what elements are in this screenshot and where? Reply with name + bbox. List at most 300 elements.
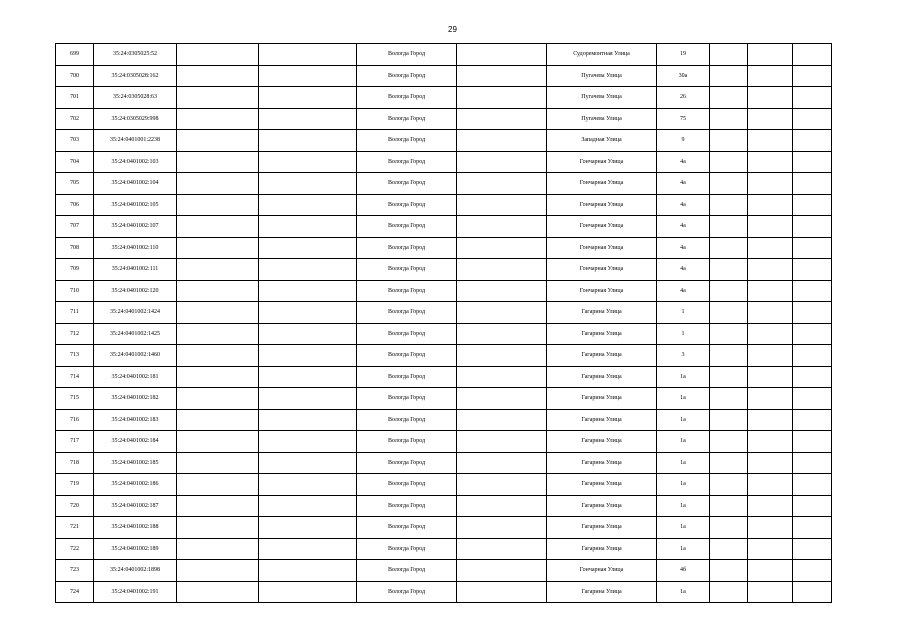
empty-cell-d xyxy=(710,495,748,517)
house-number-cell: 1а xyxy=(657,517,710,539)
empty-cell-b xyxy=(259,388,357,410)
empty-cell-c xyxy=(457,323,547,345)
empty-cell-e xyxy=(748,323,793,345)
empty-cell-a xyxy=(177,87,259,109)
street-cell: Гончарная Улица xyxy=(547,173,657,195)
empty-cell-f xyxy=(793,366,832,388)
empty-cell-a xyxy=(177,130,259,152)
table-row xyxy=(56,194,832,216)
empty-cell-d xyxy=(710,431,748,453)
empty-cell-b xyxy=(259,259,357,281)
empty-cell-d xyxy=(710,216,748,238)
cadastral-number-cell: 35:24:0401002:181 xyxy=(94,366,177,388)
empty-cell-a xyxy=(177,151,259,173)
house-number-cell: 1а xyxy=(657,366,710,388)
street-cell: Пугачева Улица xyxy=(547,87,657,109)
empty-cell-a xyxy=(177,345,259,367)
empty-cell-d xyxy=(710,151,748,173)
settlement-cell: Вологда Город xyxy=(357,65,457,87)
settlement-cell: Вологда Город xyxy=(357,409,457,431)
empty-cell-a xyxy=(177,366,259,388)
empty-cell-d xyxy=(710,366,748,388)
table-row xyxy=(56,280,832,302)
empty-cell-b xyxy=(259,560,357,582)
registry-body xyxy=(56,44,832,603)
empty-cell-c xyxy=(457,173,547,195)
table-row xyxy=(56,259,832,281)
empty-cell-d xyxy=(710,581,748,603)
row-number-cell: 713 xyxy=(56,345,94,367)
street-cell: Гончарная Улица xyxy=(547,237,657,259)
empty-cell-c xyxy=(457,259,547,281)
table-row xyxy=(56,431,832,453)
row-number-cell: 711 xyxy=(56,302,94,324)
cadastral-number-cell: 35:24:0305029:998 xyxy=(94,108,177,130)
empty-cell-e xyxy=(748,216,793,238)
settlement-cell: Вологда Город xyxy=(357,581,457,603)
house-number-cell: 1 xyxy=(657,323,710,345)
empty-cell-a xyxy=(177,452,259,474)
empty-cell-b xyxy=(259,194,357,216)
settlement-cell: Вологда Город xyxy=(357,323,457,345)
empty-cell-e xyxy=(748,345,793,367)
empty-cell-b xyxy=(259,323,357,345)
settlement-cell: Вологда Город xyxy=(357,560,457,582)
street-cell: Гагарина Улица xyxy=(547,302,657,324)
empty-cell-f xyxy=(793,194,832,216)
street-cell: Гончарная Улица xyxy=(547,151,657,173)
house-number-cell: 75 xyxy=(657,108,710,130)
empty-cell-b xyxy=(259,173,357,195)
row-number-cell: 706 xyxy=(56,194,94,216)
empty-cell-b xyxy=(259,345,357,367)
settlement-cell: Вологда Город xyxy=(357,538,457,560)
row-number-cell: 714 xyxy=(56,366,94,388)
table-row xyxy=(56,495,832,517)
empty-cell-d xyxy=(710,108,748,130)
street-cell: Гончарная Улица xyxy=(547,194,657,216)
settlement-cell: Вологда Город xyxy=(357,345,457,367)
empty-cell-f xyxy=(793,409,832,431)
empty-cell-c xyxy=(457,474,547,496)
empty-cell-d xyxy=(710,538,748,560)
table-row xyxy=(56,87,832,109)
row-number-cell: 705 xyxy=(56,173,94,195)
empty-cell-b xyxy=(259,581,357,603)
empty-cell-f xyxy=(793,517,832,539)
empty-cell-c xyxy=(457,108,547,130)
empty-cell-c xyxy=(457,216,547,238)
house-number-cell: 4а xyxy=(657,280,710,302)
empty-cell-d xyxy=(710,517,748,539)
empty-cell-d xyxy=(710,388,748,410)
street-cell: Западная Улица xyxy=(547,130,657,152)
empty-cell-b xyxy=(259,108,357,130)
empty-cell-e xyxy=(748,151,793,173)
settlement-cell: Вологда Город xyxy=(357,302,457,324)
empty-cell-f xyxy=(793,495,832,517)
settlement-cell: Вологда Город xyxy=(357,452,457,474)
empty-cell-a xyxy=(177,495,259,517)
street-cell: Гагарина Улица xyxy=(547,452,657,474)
empty-cell-f xyxy=(793,173,832,195)
house-number-cell: 4а xyxy=(657,259,710,281)
empty-cell-f xyxy=(793,108,832,130)
settlement-cell: Вологда Город xyxy=(357,130,457,152)
row-number-cell: 715 xyxy=(56,388,94,410)
table-row xyxy=(56,237,832,259)
house-number-cell: 1а xyxy=(657,474,710,496)
cadastral-number-cell: 35:24:0401002:1460 xyxy=(94,345,177,367)
table-row xyxy=(56,216,832,238)
empty-cell-b xyxy=(259,302,357,324)
row-number-cell: 707 xyxy=(56,216,94,238)
empty-cell-a xyxy=(177,302,259,324)
empty-cell-e xyxy=(748,87,793,109)
row-number-cell: 717 xyxy=(56,431,94,453)
row-number-cell: 719 xyxy=(56,474,94,496)
registry-table xyxy=(55,43,832,603)
empty-cell-a xyxy=(177,216,259,238)
street-cell: Гагарина Улица xyxy=(547,538,657,560)
empty-cell-f xyxy=(793,581,832,603)
empty-cell-a xyxy=(177,108,259,130)
empty-cell-f xyxy=(793,280,832,302)
cadastral-number-cell: 35:24:0401002:183 xyxy=(94,409,177,431)
street-cell: Гагарина Улица xyxy=(547,517,657,539)
cadastral-number-cell: 35:24:0305028:63 xyxy=(94,87,177,109)
table-row xyxy=(56,130,832,152)
cadastral-number-cell: 35:24:0401002:103 xyxy=(94,151,177,173)
table-row xyxy=(56,388,832,410)
empty-cell-b xyxy=(259,65,357,87)
house-number-cell: 1а xyxy=(657,431,710,453)
cadastral-number-cell: 35:24:0401002:188 xyxy=(94,517,177,539)
empty-cell-a xyxy=(177,280,259,302)
table-row xyxy=(56,581,832,603)
empty-cell-a xyxy=(177,474,259,496)
street-cell: Гагарина Улица xyxy=(547,366,657,388)
row-number-cell: 700 xyxy=(56,65,94,87)
empty-cell-a xyxy=(177,538,259,560)
empty-cell-b xyxy=(259,366,357,388)
empty-cell-c xyxy=(457,280,547,302)
row-number-cell: 701 xyxy=(56,87,94,109)
house-number-cell: 4б xyxy=(657,560,710,582)
row-number-cell: 704 xyxy=(56,151,94,173)
empty-cell-b xyxy=(259,130,357,152)
row-number-cell: 722 xyxy=(56,538,94,560)
empty-cell-c xyxy=(457,194,547,216)
empty-cell-d xyxy=(710,237,748,259)
settlement-cell: Вологда Город xyxy=(357,388,457,410)
empty-cell-b xyxy=(259,151,357,173)
house-number-cell: 1а xyxy=(657,581,710,603)
empty-cell-b xyxy=(259,44,357,66)
page-number: 29 xyxy=(448,25,457,34)
table-row xyxy=(56,345,832,367)
empty-cell-d xyxy=(710,302,748,324)
street-cell: Гагарина Улица xyxy=(547,431,657,453)
empty-cell-f xyxy=(793,302,832,324)
settlement-cell: Вологда Город xyxy=(357,151,457,173)
empty-cell-a xyxy=(177,560,259,582)
empty-cell-c xyxy=(457,517,547,539)
table-row xyxy=(56,323,832,345)
empty-cell-d xyxy=(710,323,748,345)
empty-cell-c xyxy=(457,87,547,109)
row-number-cell: 708 xyxy=(56,237,94,259)
empty-cell-f xyxy=(793,323,832,345)
empty-cell-b xyxy=(259,216,357,238)
empty-cell-e xyxy=(748,474,793,496)
empty-cell-b xyxy=(259,237,357,259)
empty-cell-b xyxy=(259,517,357,539)
settlement-cell: Вологда Город xyxy=(357,517,457,539)
empty-cell-c xyxy=(457,431,547,453)
table-row xyxy=(56,560,832,582)
street-cell: Пугачева Улица xyxy=(547,65,657,87)
table-row xyxy=(56,302,832,324)
empty-cell-f xyxy=(793,560,832,582)
empty-cell-e xyxy=(748,431,793,453)
street-cell: Гагарина Улица xyxy=(547,323,657,345)
street-cell: Пугачева Улица xyxy=(547,108,657,130)
street-cell: Гагарина Улица xyxy=(547,388,657,410)
empty-cell-c xyxy=(457,302,547,324)
empty-cell-a xyxy=(177,323,259,345)
cadastral-number-cell: 35:24:0401002:187 xyxy=(94,495,177,517)
empty-cell-f xyxy=(793,538,832,560)
table-row xyxy=(56,517,832,539)
empty-cell-a xyxy=(177,237,259,259)
house-number-cell: 4а xyxy=(657,151,710,173)
house-number-cell: 26 xyxy=(657,87,710,109)
house-number-cell: 4а xyxy=(657,173,710,195)
empty-cell-d xyxy=(710,130,748,152)
settlement-cell: Вологда Город xyxy=(357,474,457,496)
empty-cell-b xyxy=(259,87,357,109)
empty-cell-e xyxy=(748,495,793,517)
house-number-cell: 1а xyxy=(657,452,710,474)
empty-cell-c xyxy=(457,560,547,582)
cadastral-number-cell: 35:24:0401002:111 xyxy=(94,259,177,281)
empty-cell-d xyxy=(710,409,748,431)
empty-cell-e xyxy=(748,388,793,410)
settlement-cell: Вологда Город xyxy=(357,280,457,302)
empty-cell-a xyxy=(177,581,259,603)
empty-cell-d xyxy=(710,259,748,281)
table-row xyxy=(56,108,832,130)
empty-cell-d xyxy=(710,452,748,474)
empty-cell-e xyxy=(748,366,793,388)
cadastral-number-cell: 35:24:0401002:110 xyxy=(94,237,177,259)
row-number-cell: 724 xyxy=(56,581,94,603)
empty-cell-a xyxy=(177,65,259,87)
table-row xyxy=(56,409,832,431)
empty-cell-e xyxy=(748,452,793,474)
street-cell: Гагарина Улица xyxy=(547,409,657,431)
cadastral-number-cell: 35:24:0305028:162 xyxy=(94,65,177,87)
row-number-cell: 721 xyxy=(56,517,94,539)
cadastral-number-cell: 35:24:0401002:184 xyxy=(94,431,177,453)
settlement-cell: Вологда Город xyxy=(357,87,457,109)
cadastral-number-cell: 35:24:0401002:104 xyxy=(94,173,177,195)
empty-cell-e xyxy=(748,581,793,603)
empty-cell-f xyxy=(793,431,832,453)
empty-cell-d xyxy=(710,560,748,582)
row-number-cell: 720 xyxy=(56,495,94,517)
settlement-cell: Вологда Город xyxy=(357,495,457,517)
empty-cell-d xyxy=(710,345,748,367)
empty-cell-f xyxy=(793,474,832,496)
house-number-cell: 1 xyxy=(657,302,710,324)
street-cell: Гончарная Улица xyxy=(547,280,657,302)
empty-cell-e xyxy=(748,409,793,431)
settlement-cell: Вологда Город xyxy=(357,431,457,453)
empty-cell-b xyxy=(259,474,357,496)
empty-cell-a xyxy=(177,259,259,281)
house-number-cell: 9 xyxy=(657,130,710,152)
empty-cell-c xyxy=(457,151,547,173)
street-cell: Гончарная Улица xyxy=(547,216,657,238)
row-number-cell: 723 xyxy=(56,560,94,582)
settlement-cell: Вологда Город xyxy=(357,366,457,388)
settlement-cell: Вологда Город xyxy=(357,259,457,281)
table-row xyxy=(56,65,832,87)
empty-cell-f xyxy=(793,259,832,281)
empty-cell-b xyxy=(259,280,357,302)
street-cell: Гагарина Улица xyxy=(547,474,657,496)
empty-cell-e xyxy=(748,108,793,130)
row-number-cell: 718 xyxy=(56,452,94,474)
table-row xyxy=(56,538,832,560)
empty-cell-e xyxy=(748,173,793,195)
empty-cell-f xyxy=(793,130,832,152)
table-row xyxy=(56,44,832,66)
cadastral-number-cell: 35:24:0401002:1424 xyxy=(94,302,177,324)
empty-cell-b xyxy=(259,409,357,431)
empty-cell-f xyxy=(793,151,832,173)
empty-cell-c xyxy=(457,366,547,388)
row-number-cell: 703 xyxy=(56,130,94,152)
table-row xyxy=(56,173,832,195)
empty-cell-e xyxy=(748,560,793,582)
house-number-cell: 19 xyxy=(657,44,710,66)
empty-cell-e xyxy=(748,517,793,539)
house-number-cell: 30а xyxy=(657,65,710,87)
empty-cell-c xyxy=(457,65,547,87)
empty-cell-f xyxy=(793,388,832,410)
settlement-cell: Вологда Город xyxy=(357,237,457,259)
row-number-cell: 716 xyxy=(56,409,94,431)
empty-cell-e xyxy=(748,130,793,152)
row-number-cell: 702 xyxy=(56,108,94,130)
row-number-cell: 710 xyxy=(56,280,94,302)
empty-cell-b xyxy=(259,495,357,517)
empty-cell-f xyxy=(793,345,832,367)
settlement-cell: Вологда Город xyxy=(357,108,457,130)
house-number-cell: 1а xyxy=(657,388,710,410)
empty-cell-f xyxy=(793,87,832,109)
empty-cell-d xyxy=(710,173,748,195)
settlement-cell: Вологда Город xyxy=(357,44,457,66)
cadastral-number-cell: 35:24:0401002:1425 xyxy=(94,323,177,345)
row-number-cell: 712 xyxy=(56,323,94,345)
cadastral-number-cell: 35:24:0305025:52 xyxy=(94,44,177,66)
empty-cell-e xyxy=(748,237,793,259)
empty-cell-c xyxy=(457,130,547,152)
cadastral-number-cell: 35:24:0401002:189 xyxy=(94,538,177,560)
house-number-cell: 4а xyxy=(657,194,710,216)
empty-cell-c xyxy=(457,452,547,474)
street-cell: Гончарная Улица xyxy=(547,560,657,582)
empty-cell-b xyxy=(259,431,357,453)
empty-cell-c xyxy=(457,345,547,367)
empty-cell-c xyxy=(457,538,547,560)
empty-cell-b xyxy=(259,538,357,560)
house-number-cell: 1а xyxy=(657,495,710,517)
cadastral-number-cell: 35:24:0401002:120 xyxy=(94,280,177,302)
empty-cell-d xyxy=(710,87,748,109)
empty-cell-e xyxy=(748,194,793,216)
cadastral-number-cell: 35:24:0401002:186 xyxy=(94,474,177,496)
settlement-cell: Вологда Город xyxy=(357,216,457,238)
street-cell: Судоремонтная Улица xyxy=(547,44,657,66)
empty-cell-a xyxy=(177,44,259,66)
settlement-cell: Вологда Город xyxy=(357,194,457,216)
empty-cell-a xyxy=(177,194,259,216)
empty-cell-f xyxy=(793,65,832,87)
house-number-cell: 3 xyxy=(657,345,710,367)
empty-cell-e xyxy=(748,280,793,302)
empty-cell-c xyxy=(457,237,547,259)
street-cell: Гагарина Улица xyxy=(547,581,657,603)
cadastral-number-cell: 35:24:0401002:105 xyxy=(94,194,177,216)
empty-cell-d xyxy=(710,65,748,87)
house-number-cell: 1а xyxy=(657,409,710,431)
empty-cell-e xyxy=(748,65,793,87)
empty-cell-f xyxy=(793,44,832,66)
empty-cell-f xyxy=(793,216,832,238)
empty-cell-c xyxy=(457,495,547,517)
street-cell: Гончарная Улица xyxy=(547,259,657,281)
row-number-cell: 699 xyxy=(56,44,94,66)
empty-cell-f xyxy=(793,237,832,259)
street-cell: Гагарина Улица xyxy=(547,345,657,367)
empty-cell-c xyxy=(457,409,547,431)
cadastral-number-cell: 35:24:0401002:1898 xyxy=(94,560,177,582)
house-number-cell: 4а xyxy=(657,237,710,259)
empty-cell-a xyxy=(177,409,259,431)
empty-cell-a xyxy=(177,517,259,539)
cadastral-number-cell: 35:24:0401002:107 xyxy=(94,216,177,238)
table-row xyxy=(56,366,832,388)
empty-cell-e xyxy=(748,302,793,324)
table-row xyxy=(56,151,832,173)
empty-cell-e xyxy=(748,538,793,560)
row-number-cell: 709 xyxy=(56,259,94,281)
empty-cell-c xyxy=(457,388,547,410)
cadastral-number-cell: 35:24:0401001:2238 xyxy=(94,130,177,152)
empty-cell-a xyxy=(177,388,259,410)
table-row xyxy=(56,452,832,474)
empty-cell-c xyxy=(457,581,547,603)
empty-cell-b xyxy=(259,452,357,474)
street-cell: Гагарина Улица xyxy=(547,495,657,517)
house-number-cell: 1а xyxy=(657,538,710,560)
house-number-cell: 4а xyxy=(657,216,710,238)
